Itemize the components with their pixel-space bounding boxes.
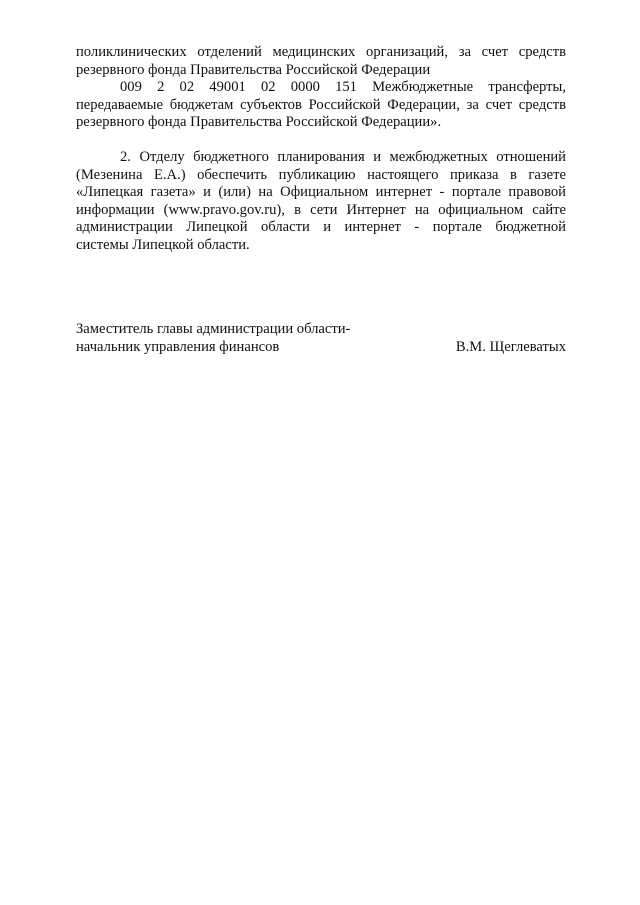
text-line: передаваемые бюджетам субъектов Российской Федерации, за счет средств (76, 96, 566, 113)
text-line: резервного фонда Правительства Российской Федерации (76, 61, 431, 78)
text-line: «Липецкая газета» и (или) на Официальном интернет - портале правовой (76, 184, 566, 201)
text-line: 2. Отделу бюджетного планирования и межбюджетных отношений (120, 149, 566, 165)
text-line: системы Липецкой области. (76, 236, 250, 253)
text-line: информации (www.pravo.gov.ru), в сети Интернет на официальном сайте (76, 201, 566, 218)
paragraph-continuation (76, 44, 566, 79)
text-line: (Мезенина Е.А.) обеспечить публикацию настоящего приказа в газете (76, 166, 566, 183)
signatory-name: В.М. Щеглеватых (455, 338, 566, 355)
paragraph-2 (76, 149, 566, 255)
text-line: администрации Липецкой области и интернет - портале бюджетной (76, 219, 566, 236)
paragraph-budget-code (76, 79, 566, 132)
signatory-position: Заместитель главы администрации области- (76, 321, 351, 337)
text-line: поликлинических отделений медицинских организаций, за счет средств (76, 44, 566, 60)
signature-block (76, 321, 566, 356)
text-line: 009 2 02 49001 02 0000 151 Межбюджетные трансферты, (120, 79, 566, 95)
signatory-position: начальник управления финансов (76, 338, 280, 355)
text-line: резервного фонда Правительства Российской Федерации». (76, 114, 442, 131)
